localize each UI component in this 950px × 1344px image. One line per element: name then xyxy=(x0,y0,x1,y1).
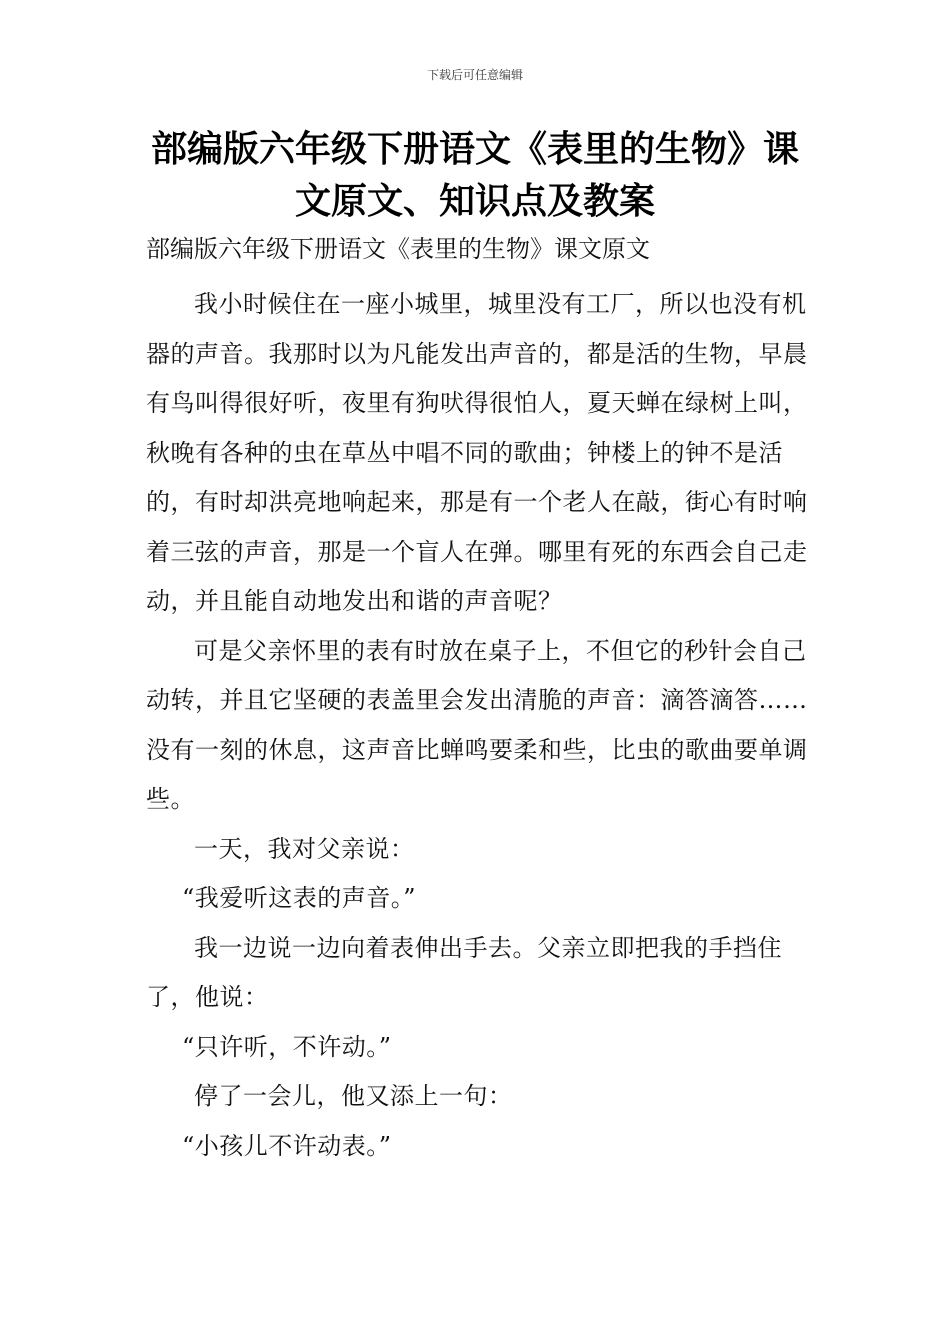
quote-paragraph: “小孩儿不许动表。” xyxy=(182,1131,392,1160)
paragraph: 可是父亲怀里的表有时放在桌子上，不但它的秒针会自己动转，并且它坚硬的表盖里会发出清脆的声音：滴答滴答……没有一刻的休息，这声音比蝉鸣要柔和些，比虫的歌曲要单调些。 xyxy=(146,636,808,813)
quote-paragraph: “我爱听这表的声音。” xyxy=(182,884,417,912)
document-subtitle: 部编版六年级下册语文《表里的生物》课文原文 xyxy=(146,235,650,263)
paragraph: 我小时候住在一座小城里，城里没有工厂，所以也没有机器的声音。我那时以为凡能发出声音的，都是活的生物，早晨有鸟叫得很好听，夜里有狗吠得很怕人，夏天蝉在绿树上叫，秋晚有各种的虫在草丛中唱不同的歌曲；钟楼上的钟不是活的，有时却洪亮地响起来，那是有一个老人在敲，街心有时响着三弦的声音，那是一个盲人在弹。哪里有死的东西会自己走动，并且能自动地发出和谐的声音呢？ xyxy=(146,290,808,615)
header-note: 下载后可任意编辑 xyxy=(426,68,523,82)
paragraph: 停了一会儿，他又添上一句： xyxy=(194,1082,513,1110)
document-body xyxy=(146,280,808,1171)
document-title: 部编版六年级下册语文《表里的生物》课文原文、知识点及教案 xyxy=(150,129,799,222)
paragraph: 我一边说一边向着表伸出手去。父亲立即把我的手挡住了，他说： xyxy=(146,933,782,1011)
quote-paragraph: “只许听，不许动。” xyxy=(182,1032,392,1061)
paragraph: 一天，我对父亲说： xyxy=(194,834,415,863)
